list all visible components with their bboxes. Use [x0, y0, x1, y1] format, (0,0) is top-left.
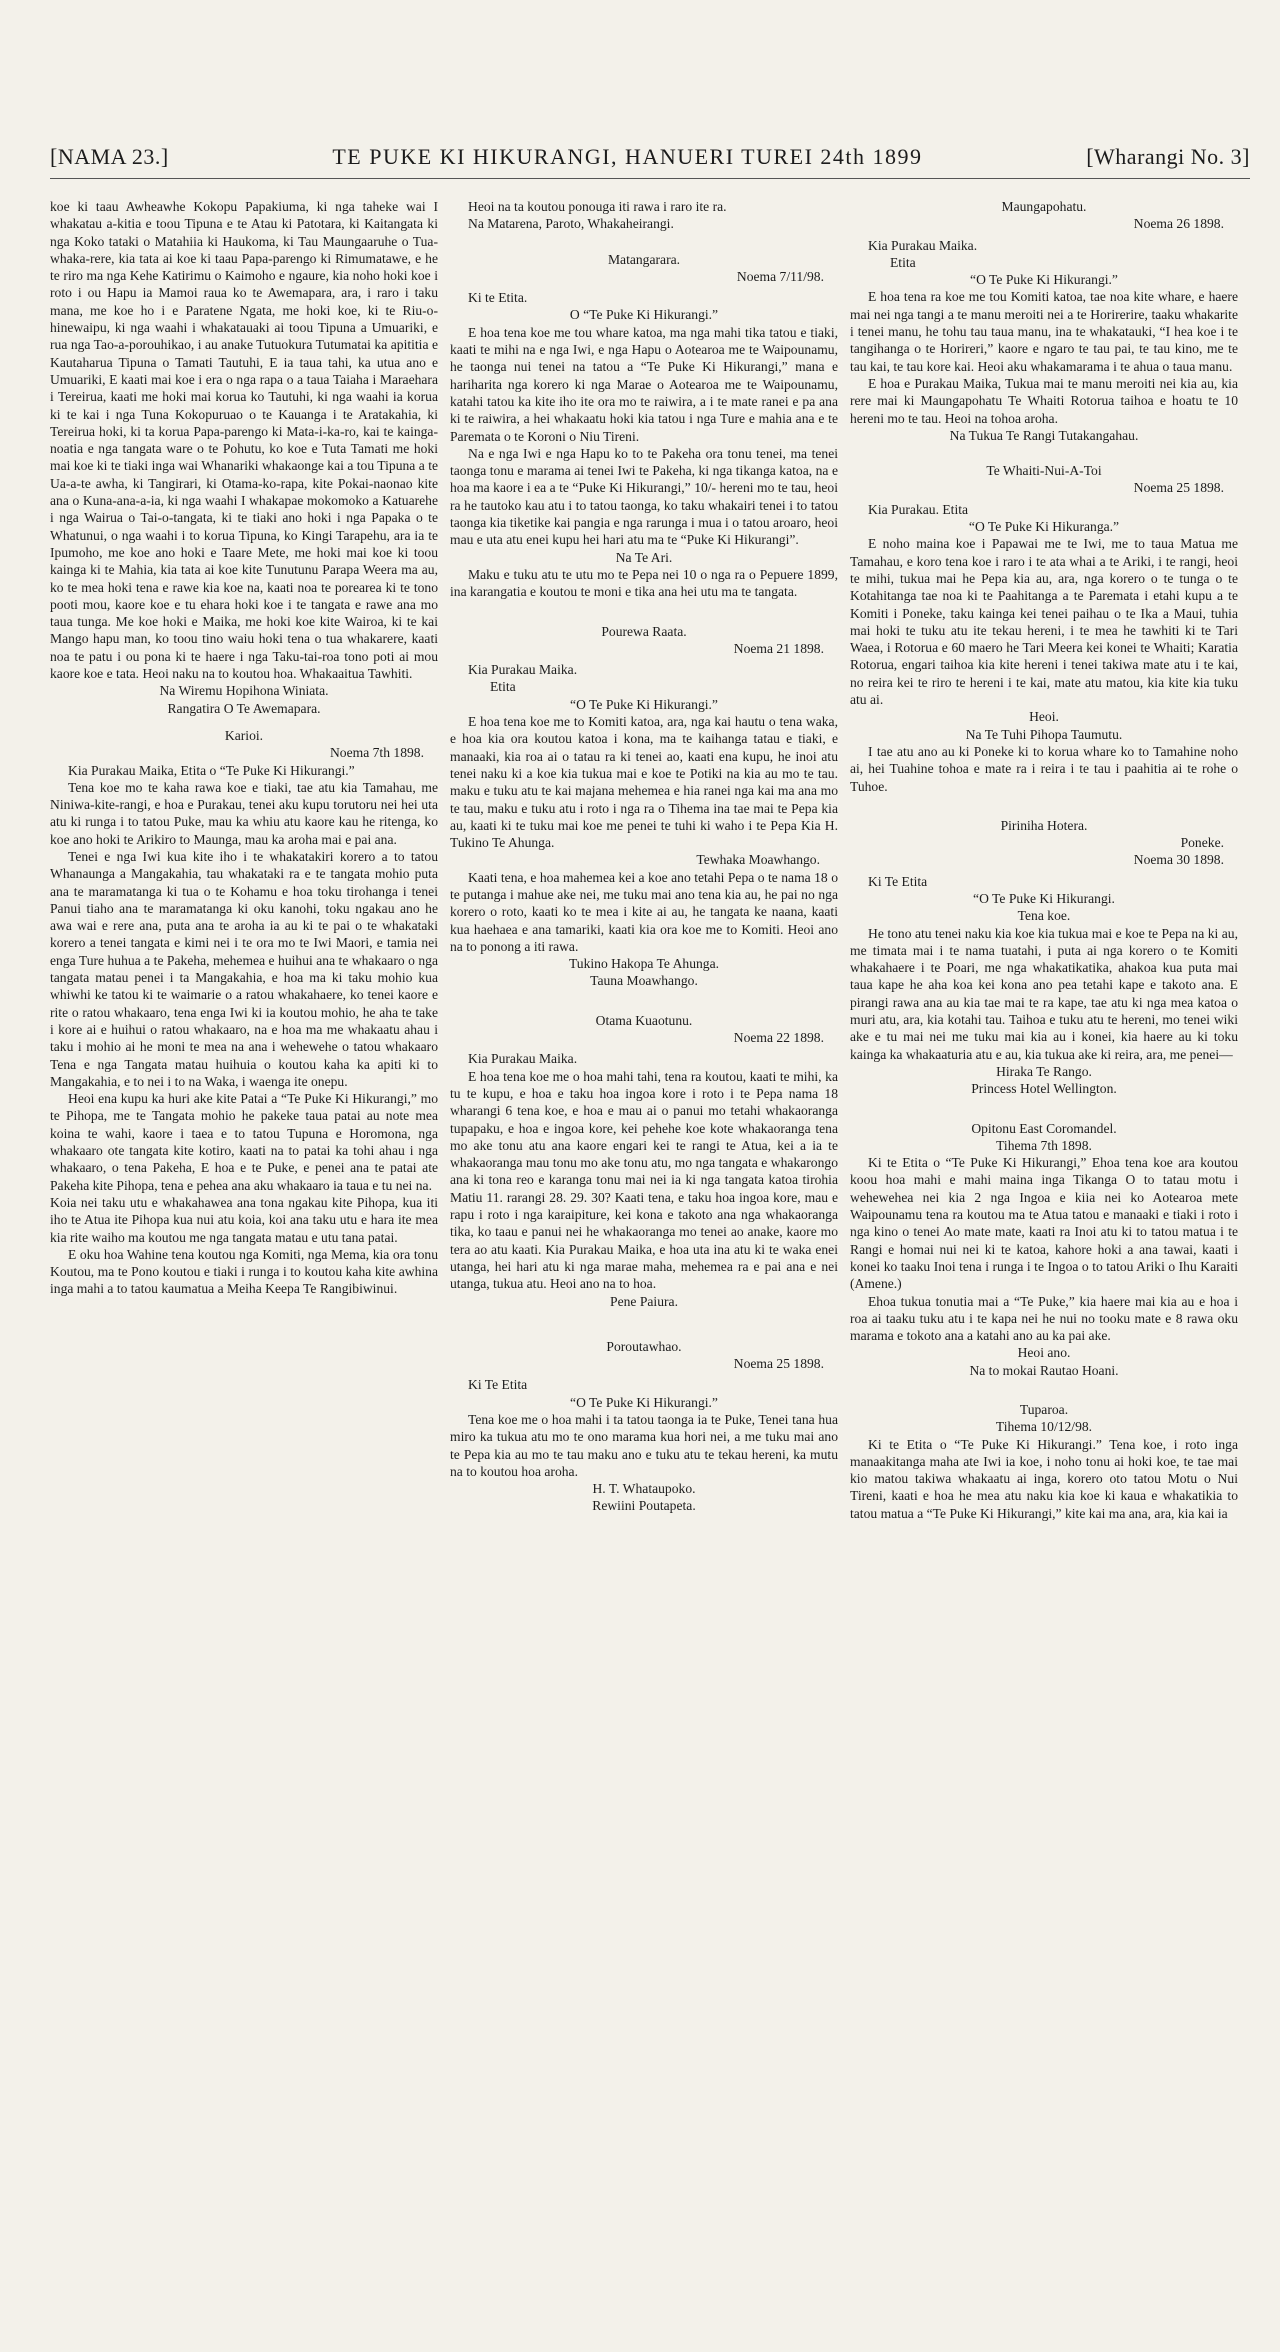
issue-number: [NAMA 23.] [50, 144, 169, 169]
paper-title: “O Te Puke Ki Hikurangi.” [570, 696, 718, 712]
letter-heading: Poroutawhao. [606, 1338, 682, 1354]
letter-date: Poneke. [1180, 835, 1224, 851]
signature: Tewhaka Moawhango. [696, 852, 820, 868]
letter-heading: Tuparoa. [1019, 1402, 1069, 1417]
column-1 [50, 198, 438, 1298]
letter-heading: Maungapohatu. [1001, 199, 1087, 214]
letter-heading: Otama Kuaotunu. [595, 1012, 693, 1028]
signature: Na Te Ari. [615, 549, 673, 565]
letter-body: E oku hoa Wahine tena koutou nga Komiti, nga Mema, kia ora tonu Koutou, ma te Pono koutou e tiaki i runga i to koutou kaha kite awhina inga mahi a to tatou kaumatua a Meiha Keepa Te Rangibiwinui. [50, 1246, 438, 1297]
letter-body: Tenei e nga Iwi kua kite iho i te whakatakiri korero a to tatou Whanaunga a Mangakahia, tau whakataki ra e te tangata mohio puta ana te maramatanga ki tua o te Kohamu e hoa toku tirohanga i tenei Panui tiaho ana te maramatanga ki oku kanohi, toku ngakau ano he awa wai e rere ana, puta ana te aroha ia au ki te pai o te whakataki korero a tenei tangata e kimi nei i te ora mo te Iwi Maori, e tamia nei enga Ture huhua a te Pakeha, mehemea e huihui ana te whakaaro o nga tangata matau penei i ta Mangakahia, e hoa ma ki taku mohio kua whiwhi ke tatou ki te waimarie o a ratou whakahaere, ko tenei kaore e rite o ratou whakaaro, tena enga Iwi ki ia koutou mohio, he aha te take i kore ai e huihui o ratou whakaaro, na e hoa ma me whakaatu ahau i taku i mohio ai he moni te mea na ana i wehewehe o tatou whakaaro Tena e nga Tangata matau huihuia o koutou kaha ka apiti ki to Mangakahia, e to nei i to na Waka, i waenga ite onepu. [50, 848, 438, 1089]
letter-body: E hoa tena koe me tou whare katoa, ma nga mahi tika tatou e tiaki, kaati te mihi na e nga Iwi, e nga Hapu o Aotearoa me te Waipounamu, he taonga nui tenei na tatou a “Te Puke Ki Hikurangi,” mana e hariharita nga korero ki nga Marae o Aotearoa me te Waipounamu, katahi tatou ka kite iho ite ora mo te raiwira, a i te mate ranei e pa ana ki te raiwira, a hei whakaatu hoki kia tatou i nga Ture e mahia ana e te Paremata o te Koroni o Niu Tireni. [450, 324, 838, 444]
signature: Hiraka Te Rango. [996, 1063, 1092, 1079]
letter-body: Heoi ena kupu ka huri ake kite Patai a “Te Puke Ki Hikurangi,” mo te Pihopa, me te Tangata mohio he pakeke taua patai au note mea koina te wahi, kaore i taea e to tatou Tupuna e Horomona, nga whakaaro ote tangata kite kotiro, kaati na to patai ka tohi ahau i nga whakaaro, o tena Pakeha, E hoa e te Puke, e penei ana te patai ate Pakeha kite Pihopa, tena e pehea ana aku whakaaro ia taua e tu nei na. [50, 1091, 438, 1193]
letter-date: Tihema 7th 1898. [996, 1137, 1092, 1153]
header-rule [50, 178, 1250, 179]
letter-salutation: Kia Purakau Maika, Etita o “Te Puke Ki Hikurangi.” [68, 762, 355, 778]
letter-body: Kaati tena, e hoa mahemea kei a koe ano tetahi Pepa o te nama 18 o te putanga i mahue ake nei, me tuku mai ano tena kia au, he pai no nga korero o roto, kaati ko te mea i kite ai au, he tangata ke naana, kaati kua haehaea e ana tamariki, kaati kia ora koe me to Komiti. Heoi ano na to ponong a iti rawa. [450, 869, 838, 954]
letter-date: Noema 26 1898. [1133, 216, 1224, 232]
letter-salutation: Kia Purakau Maika. [868, 237, 978, 253]
letter-body: I tae atu ano au ki Poneke ki to korua whare ko to Tamahine noho ai, hei Tuahine tohoa e mate ra i reira i te tau i paahitia ai te rohe o Tuhoe. [850, 743, 1238, 794]
signature: Princess Hotel Wellington. [971, 1081, 1117, 1097]
signature: Na to mokai Rautao Hoani. [969, 1362, 1119, 1378]
signature: Na Matarena, Paroto, Whakaheirangi. [468, 216, 674, 232]
paper-title: O “Te Puke Ki Hikurangi.” [569, 307, 719, 323]
signature: Na Wiremu Hopihona Winiata. [159, 683, 329, 699]
letter-body: He tono atu tenei naku kia koe kia tukua mai e koe te Pepa na ki au, me timata mai i te nama tuatahi, i puta ai nga korero o te Komiti whakahaere i te Poari, me nga whakatikatika, ahakoa kua puta mai taua kape he aha koa kei kona ano pea tetahi kape e takoto ana. E pirangi rawa ana au kia tae mai te ra kape, tae atu ki nga mea katoa o muri atu, ara, kia kotahi tau. Taihoa e tuku atu te hereni, mo tenei wiki ake e tu mai nei me tuku mai kia au i konei, kia haere au ki toku kainga ka whakaaturia atu e au, kia tukua ake ki reira, ara, me penei— [850, 925, 1238, 1062]
signature: H. T. Whataupoko. [592, 1481, 696, 1497]
letter-salutation: Kia Purakau Maika. [468, 1051, 578, 1067]
letter-body: Ki te Etita o “Te Puke Ki Hikurangi.” Tena koe, i roto inga manaakitanga maha ate Iwi ia koe, i noho tonu ai hoki koe, te tae mai kio matou takiwa whakaatu ai inga, korero oto tatou Motu o Nui Tireni, kaati e hoa he mea atu naku kia koe ki kaua e whakatikia to tatou matua a “Te Puke Ki Hikurangi,” kite kai ma ana, ara, kia kai ia [850, 1436, 1238, 1521]
letter-body: koe ki taau Awheawhe Kokopu Papakiuma, ki nga taheke wai I whakatau a-kitia e toou Tipuna e te Atau ki Patotara, ki Kaitangata ki nga Koko tataki o Matahiia ki Haukoma, ki Tau Maungaaruhe o Tua-whaka-rere, kia tata ai koe ki taau Papa-parengo ki Rimumatawe, e he te riro ma nga Kehe Katirimu o Kaimoho e ngaure, kia noho hoki koe i roto i ou Hapu ia Mamoi raua ko te Awemapara, ara, i raro i taku mana, me koe ho i e Paratene Ngata, me hoki koe, ki te Riu-o-hinewaipu, ki nga waahi i whakatauaki ai toou Tipuna a Umuariki, e rua nga Tao-a-porouhikao, i au anake Tutuokura Tutumatai ka apititia e Kautaharua Tipuna o Tamati Tautuhi, E ia taua tahi, ka utua ano e Umuariki, E kaati mai koe i era o nga rapa o a taua Taiaha i Maraehara i Tereirua, kaati me hoki mai korua ko Tautuhi, ki nga waahi ia korua ki te kai i nga Tuna Kokopuruao o te Kauanga i te Aratakahia, ki Tereirua hoki, ki ta korua Papa-parengo ki Mata-i-ka-ro, kai te kainga-noatia e nga tangata ware o te Pohutu, ko koe e Tuta Tamati me hoki mai koe ki te tiaki inga wai Whanariki whakaonge kai a tou Tipuna a te Ua-a-te awha, ki Tangirari, ki Otama-ko-rapa, kite Pokai-naonao kite ana o Kuna-ana-a-ia, ki nga waahi I whakapae mokomoko a Katuarehe i nga Wairua o Tai-o-tangata, ki te tiaki ano hoki i nga Papaka o te Whatunui, o nga waahi i to korua Tipuna, ko Kingi Tarapehu, ara ia te Ipumoho, me koe ano hoki e Taare Mete, me hoki mai koe ki toou kainga ki te Mahia, kia tata ai koe kite Tunutunu Parapa Weera ma au, ko te mea hoki tena e rawe kia koe na, kaati noa te porearea ki te tono pooti mou, kaore koe e tu ehara hoki koe i te tangata e rawe ana mo taua tunga. Me koe hoki e Maika, me hoki koe kite Wairoa, ki te kai Mango hapu man, ko toou tino waiu hoki tena o tua whakarere, kaati noa te patu i ou pona ki te haere i nga Taku-tai-roa tono poti ai mou kaore koe e tata. Heoi naku na to koutou hoa. Whakaaitua Tawhiti. [50, 199, 438, 682]
masthead-title: TE PUKE KI HIKURANGI, HANUERI TUREI 24th 1899 [332, 144, 923, 169]
letter-date: Noema 30 1898. [1133, 852, 1224, 868]
letter-body: Na e nga Iwi e nga Hapu ko to te Pakeha ora tonu tenei, ma tenei taonga tonu e marama ai tenei Iwi te Pakeha, ki nga tikanga katoa, na e hoa ma kaore i ea a te “Puke Ki Hikurangi,” 10/- hereni mo te tau, heoi ra he tautoko kau atu i to tatou taonga, ko taku whakairi tenei i to tatou taonga kia tiketike kai pangia e nga rarunga i mua i o tatou aroaro, heoi mau e uta atu enei kupu hei hari atu ma te “Puke Ki Hikurangi”. [450, 445, 838, 548]
column-3 [850, 198, 1238, 1522]
letter-salutation: Ki Te Etita [868, 873, 928, 889]
letter-date: Noema 7/11/98. [736, 268, 824, 284]
letter-heading: Opitonu East Coromandel. [971, 1120, 1117, 1136]
letter-date: Noema 21 1898. [733, 640, 824, 656]
letter-body: Tena koe me o hoa mahi i ta tatou taonga ia te Puke, Tenei tana hua miro ka tukua atu mo te ono marama kua hori nei, a me tuku mai ano te Pepa kia au mo te tau maku ano e tuku atu te tekau hereni, ka mutu na to koutou hoa aroha. [450, 1412, 838, 1479]
letter-salutation: Ki Te Etita [468, 1377, 528, 1393]
letter-body: E noho maina koe i Papawai me te Iwi, me to taua Matua me Tamahau, e koro tena koe i raro i te ata whai a te Ariki, i te rangi, heoi te mihi, tukua mai he Pepa kia au, ara, nga korero o te tunga o te Kotahitanga tae noa ki te Paahitanga a te Paremata i etahi kupu a te Komiti i Poneke, taku kainga kei tenei paihau o te Ika a Maui, tuhia mai hoki te tuku atu ite tekau hereni, i te mea he tawhiti ki te Tari Waea, i Rotorua e 60 maero he Tari Meera kei konei te Whaiti; Karatia Rotorua, engari taihoa kia kite hereni i tenei takiwa mate atu i te kai, no reira kei te riro te hereni i te kai, mate atu matou, kia kite kia tuku atu ai. [850, 536, 1238, 708]
signature: Pene Paiura. [610, 1293, 678, 1309]
letter-salutation: Etita [890, 254, 916, 270]
signature: Tauna Moawhango. [590, 973, 698, 989]
signature: Heoi ano. [1017, 1345, 1071, 1361]
letter-heading: Karioi. [224, 727, 264, 743]
letter-heading: Piriniha Hotera. [1000, 817, 1088, 833]
letter-body: Maku e tuku atu te utu mo te Pepa nei 10 o nga ra o Pepuere 1899, ina karangatia e koutou te moni e tika ana hei utu ma te tangata. [450, 566, 838, 600]
letter-body: E hoa tena ra koe me tou Komiti katoa, tae noa kite whare, e haere mai nei nga tangi a te manu meroiti nei a te Horirerire, taaku whakarite i tenei manu, he tohu tau taua manu, ina te whakatauki, “I hea koe i te tangihanga o te Horireri,” kaore e ngaro te tau pai, te tau kino, me te tau kai, te tau kore kai. Heoi aku whakamarama i te ahua o taua manu. [850, 289, 1238, 374]
paper-title: “O Te Puke Ki Hikurangi. [973, 890, 1115, 906]
signature: Heoi. [1029, 709, 1059, 725]
letter-body: E hoa e Purakau Maika, Tukua mai te manu meroiti nei kia au, kia rere mai ki Maungapohatu Te Whaiti Rotorua taihoa e hoatu te 10 hereni mo te tau. Heoi na tohoa aroha. [850, 375, 1238, 426]
column-2 [450, 198, 838, 1515]
letter-date: Noema 25 1898. [1133, 480, 1224, 496]
signature: Rangatira O Te Awemapara. [167, 700, 321, 716]
signature: Na Tukua Te Rangi Tutakangahau. [949, 427, 1139, 443]
page-number: [Wharangi No. 3] [1086, 144, 1250, 169]
letter-body: E hoa tena koe me o hoa mahi tahi, tena ra koutou, kaati te mihi, ka tu te kupu, e hoa e taku hoa ingoa kore i roto i te Pepa nama 18 wharangi 6 tena koe, e hoa e mau ai o panui mo tetahi whakaoranga tupapaku, e hoa e ingoa kore, kei pehehe koe kote whakaoranga tena mo ake tonu atu ana kaore engari kei te rangi te Atua, kei a ia te whakaoranga mau tonu mo ake tonu atu, mo nga tangata e whakarongo ana ki tona reo e karanga tonu mai nei ia ki nga tangata katoa tirohia Matiu 11. rarangi 28. 29. 30? Kaati tena, e taku hoa ingoa kore, mau e rapu i roto i nga karaipiture, kei kona e takoto ana nga whakaoranga tika, ko taau e panui nei he whakaoranga mo tenei ao anake, kaore mo tera ao atu kaati. Kia Purakau Maika, e hoa uta ina atu ki te waka enei utanga, hei hari atu ki nga marae maha, mehemea ra e pai ana e nei utanga, tukua atu. Heoi ano na to hoa. [450, 1068, 838, 1292]
paper-title: “O Te Puke Ki Hikuranga.” [968, 519, 1120, 535]
letter-body: Heoi na ta koutou ponouga iti rawa i raro ite ra. [468, 199, 727, 214]
page-header [50, 142, 1250, 172]
letter-salutation: Kia Purakau. Etita [868, 501, 969, 517]
letter-salutation: Etita [490, 679, 516, 695]
letter-salutation: Kia Purakau Maika. [468, 662, 578, 678]
letter-body: E hoa tena koe me to Komiti katoa, ara, nga kai hautu o tena waka, e hoa kia ora koutou katoa i kona, ma te kaihanga tatau e tiaki, e manaaki, kia roa ai o tatau ra ki tenei ao, kaati ena kupu, he inoi atu tenei naku ki a koe kia tukua mai e koe te Potiki na kia au mo te tau. maku e tuku atu te kai majana mehemea e hia ranei nga kai ma ana mo te tau, maku e tuku atu i roto i nga ra o Tihema ina tae mai te Pepa kia au, kaati ki te tuku mai koe me penei te tuhi ki waho i te Pepa Kia H. Tukino Te Ahunga. [450, 714, 838, 851]
letter-body: Tena koe mo te kaha rawa koe e tiaki, tae atu kia Tamahau, me Niniwa-kite-rangi, e hoa e Purakau, tenei aku kupu torutoru nei hei uta atu ki runga i to tatou Puke, mau ka whiu atu kaore kau he ritenga, ko koe ano hoki te Arikiro to Maunga, mau ka aroha mai e pai ana. [50, 779, 438, 847]
paper-title: “O Te Puke Ki Hikurangi.” [970, 272, 1118, 288]
letter-heading: Matangarara. [607, 251, 681, 267]
letter-body: Ki te Etita o “Te Puke Ki Hikurangi,” Ehoa tena koe ara koutou koou hoa mahi e mahi maina inga Tikanga O to tatau motu i wehewehea nei kia 2 nga Ingoa e kiia nei ko Aotearoa mete Waipounamu tena ra koutou ma te Atua tatou e manaaki e tiaki i roto i nga kino o tenei Ao mate mate, kaati ra Inoi atu ki to tatou matua i te Rangi e homai nui nei ki te katoa, kahore hoki a ana tawai, kaati i konei ko taaku Inoi tena i runga i te Ingoa o to tatou Ariki o Ihu Karaiti (Amene.) [850, 1155, 1238, 1292]
paper-title: Tena koe. [1017, 908, 1071, 924]
letter-date: Noema 7th 1898. [329, 745, 424, 761]
letter-date: Tihema 10/12/98. [995, 1419, 1093, 1435]
letter-heading: Te Whaiti-Nui-A-Toi [986, 463, 1102, 479]
signature: Tukino Hakopa Te Ahunga. [568, 956, 720, 972]
signature: Rewiini Poutapeta. [592, 1498, 696, 1514]
letter-body: Koia nei taku utu e whakahawea ana tona ngakau kite Pihopa, kua iti iho te Atua ite Pihopa kua nui atu koia, koi ana taku utu e hara ite mea kia rite waiho ma koutou me nga tangata matau e utu tana patai. [50, 1194, 438, 1245]
letter-salutation: Ki te Etita. [468, 290, 528, 306]
letter-body: Ehoa tukua tonutia mai a “Te Puke,” kia haere mai kia au e hoa i roa ai taaku tuku atu i te kapa nei he nui no tooku mate e 8 rawa oku marama e tokoto ana a katahi ano au ka pai ake. [850, 1293, 1238, 1344]
letter-heading: Pourewa Raata. [601, 623, 687, 639]
letter-date: Noema 22 1898. [733, 1030, 824, 1046]
signature: Na Te Tuhi Pihopa Taumutu. [965, 726, 1123, 742]
letter-date: Noema 25 1898. [733, 1356, 824, 1372]
paper-title: “O Te Puke Ki Hikurangi.” [570, 1394, 718, 1410]
